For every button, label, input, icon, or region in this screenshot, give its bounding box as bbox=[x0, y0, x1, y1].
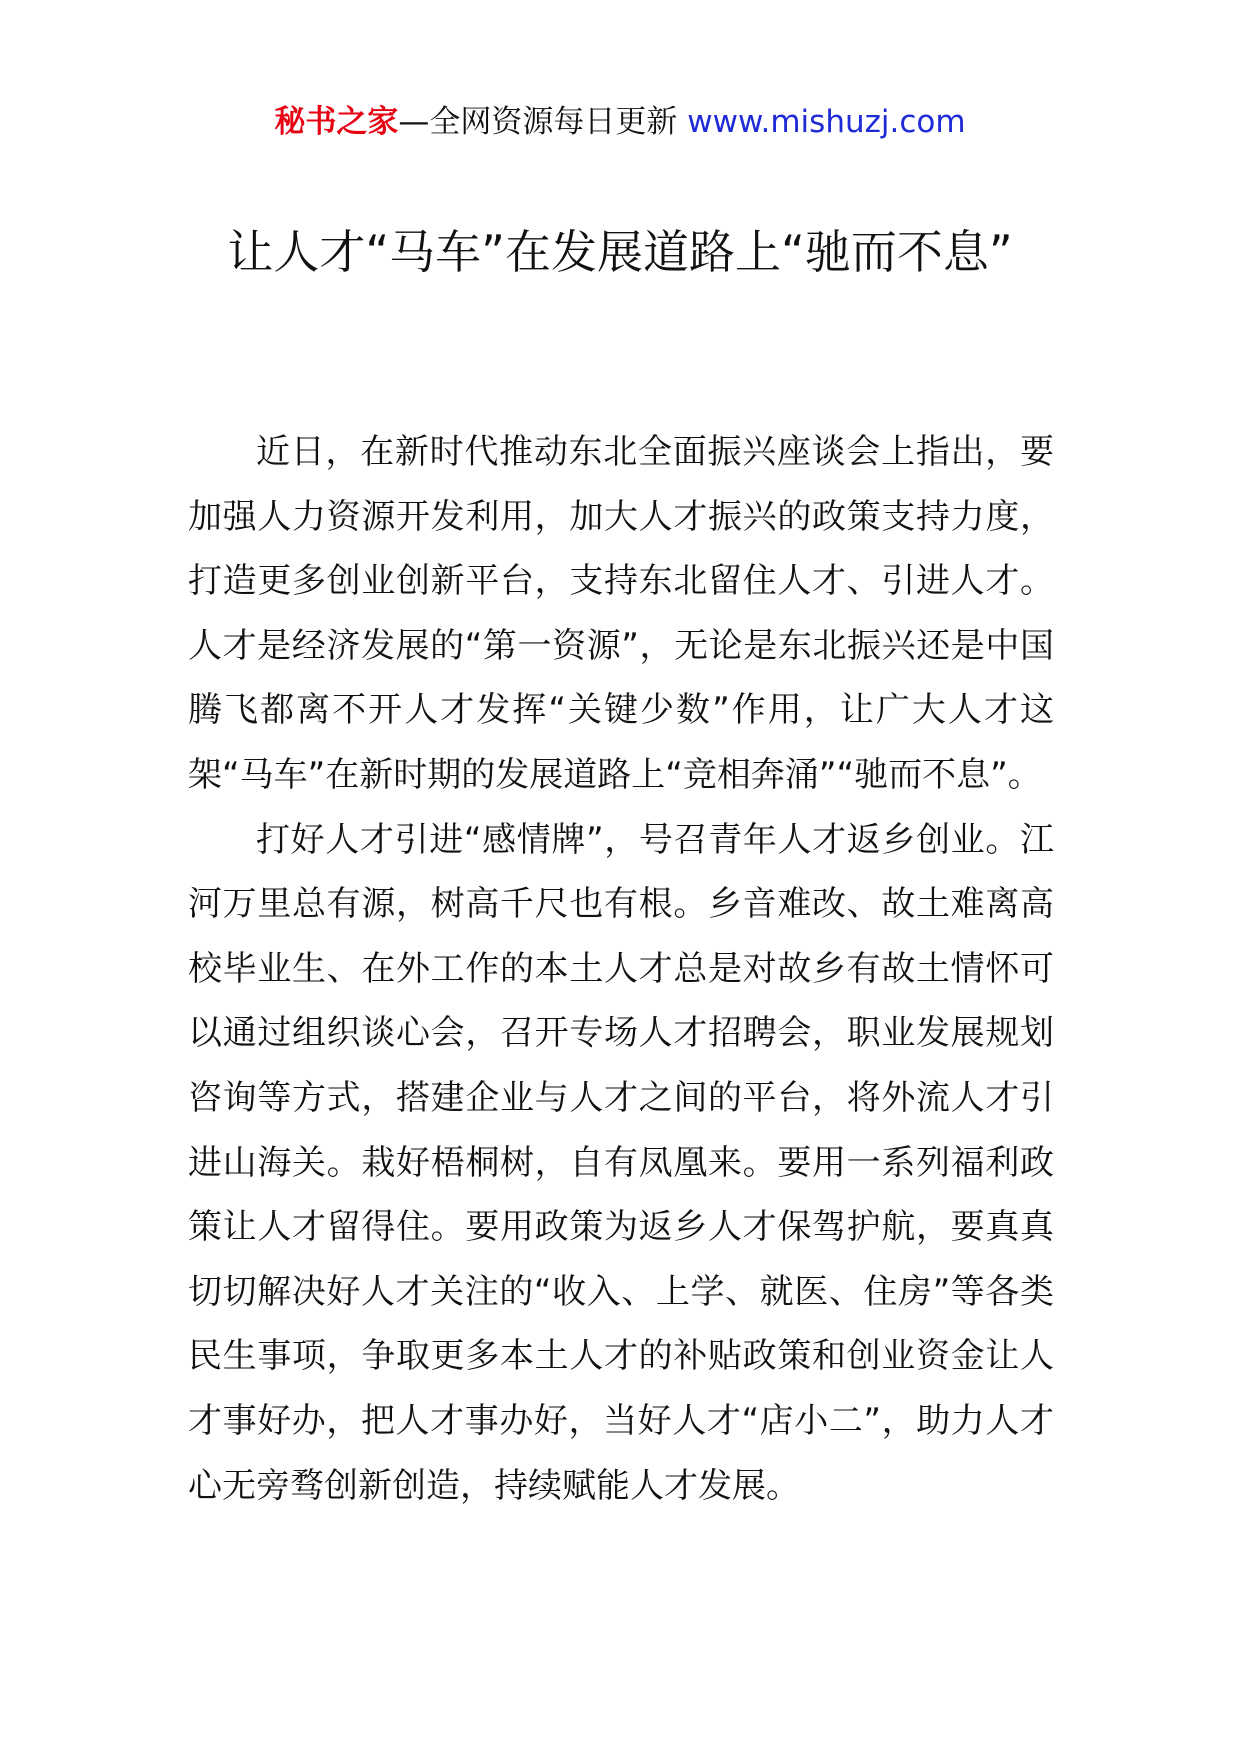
document-body bbox=[188, 420, 1054, 1518]
site-url-link[interactable]: www.mishuzj.com bbox=[687, 104, 966, 140]
document-title: 让人才“马车”在发展道路上“驰而不息” bbox=[227, 225, 1013, 279]
site-slogan: —全网资源每日更新 bbox=[398, 104, 688, 140]
site-brand: 秘书之家 bbox=[274, 104, 399, 140]
paragraph-2: 打好人才引进“感情牌”，号召青年人才返乡创业。江河万里总有源，树高千尺也有根。乡音难改、故土难离高校毕业生、在外工作的本土人才总是对故乡有故土情怀可以通过组织谈心会，召开专场人才招聘会，职业发展规划咨询等方式，搭建企业与人才之间的平台，将外流人才引进山海关。栽好梧桐树，自有凤凰来。要用一系列福利政策让人才留得住。要用政策为返乡人才保驾护航，要真真切切解决好人才关注的“收入、上学、就医、住房”等各类民生事项，争取更多本土人才的补贴政策和创业资金让人才事好办，把人才事办好，当好人才“店小二”，助力人才心无旁骛创新创造，持续赋能人才发展。 bbox=[188, 819, 1054, 1506]
site-header bbox=[0, 100, 1240, 144]
paragraph-1: 近日，在新时代推动东北全面振兴座谈会上指出，要加强人力资源开发利用，加大人才振兴的政策支持力度，打造更多创业创新平台，支持东北留住人才、引进人才。人才是经济发展的“第一资源”，无论是东北振兴还是中国腾飞都离不开人才发挥“关键少数”作用，让广大人才这架“马车”在新时期的发展道路上“竞相奔涌”“驰而不息”。 bbox=[188, 432, 1054, 795]
